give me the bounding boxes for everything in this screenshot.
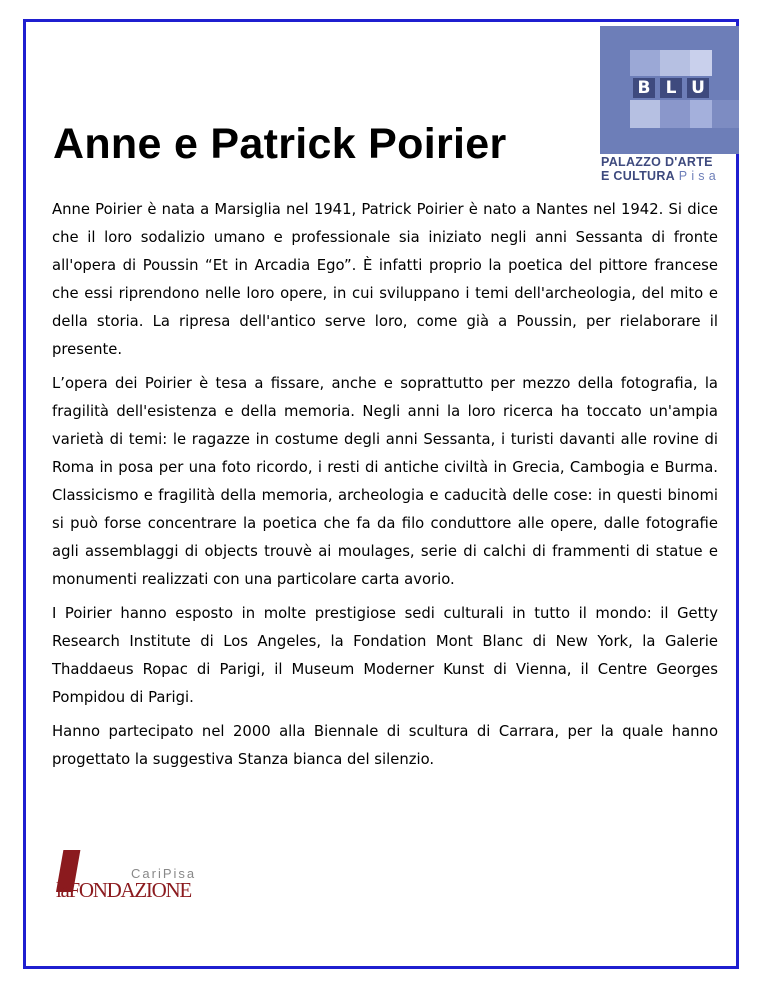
paragraph-3: I Poirier hanno esposto in molte prestigiose sedi culturali in tutto il mondo: il Getty Research Institute di Los Angeles, la Fondation Mont Blanc di New York, la Galerie Thaddaeus Ropac di Parigi, il Museum Moderner Kunst di Vienna, il Centre Georges Pompidou di Parigi.: [52, 605, 718, 706]
paragraph-2: L’opera dei Poirier è tesa a fissare, anche e soprattutto per mezzo della fotografia, la fragilità dell'esistenza e della memoria. Negli anni la loro ricerca ha toccato un'ampia varietà di temi: le ragazze in costume degli anni Sessanta, i turisti davanti alle rovine di Roma in posa per una foto ricordo, i resti di antiche civiltà in Grecia, Cambogia e Burma. Classicismo e fragilità della memoria, archeologia e caducità delle cose: in questi binomi si può forse concentrare la poetica che fa da filo conduttore alle opere, dalle fotografie agli assemblaggi di objects trouvè ai moulages, serie di calchi di frammenti di statue e monumenti realizzati con una particolare carta avorio.: [52, 375, 718, 588]
blu-letter-u: U: [687, 78, 709, 98]
blu-letter-b: B: [633, 78, 655, 98]
fondazione-logo-name: laFONDAZIONE: [56, 878, 191, 902]
blu-letter-l: L: [660, 78, 682, 98]
blu-logo-mosaic: [600, 26, 739, 154]
page-title: Anne e Patrick Poirier: [53, 120, 507, 168]
fondazione-logo-caripisa: CariPisa: [131, 866, 197, 881]
blu-logo-line2: [601, 169, 720, 183]
paragraph-1: Anne Poirier è nata a Marsiglia nel 1941, Patrick Poirier è nato a Nantes nel 1942. Si dice che il loro sodalizio umano e professionale sia iniziato negli anni Sessanta di fronte all'opera di Poussin “Et in Arcadia Ego”. È infatti proprio la poetica del pittore francese che essi riprendono nelle loro opere, in cui sviluppano i temi dell'archeologia, del mito e della storia. La ripresa dell'antico serve loro, come già a Poussin, per rielaborare il presente.: [52, 201, 718, 358]
blu-logo-line1: PALAZZO D'ARTE: [601, 155, 713, 169]
fondazione-logo: [56, 850, 196, 902]
paragraph-4: Hanno partecipato nel 2000 alla Biennale di scultura di Carrara, per la quale hanno progettato la suggestiva Stanza bianca del silenzio.: [52, 723, 718, 768]
blu-logo-city: Pisa: [678, 169, 720, 183]
blu-logo-ecultura: E CULTURA: [601, 169, 675, 183]
blu-logo: [600, 26, 739, 184]
article-body: [52, 196, 718, 780]
